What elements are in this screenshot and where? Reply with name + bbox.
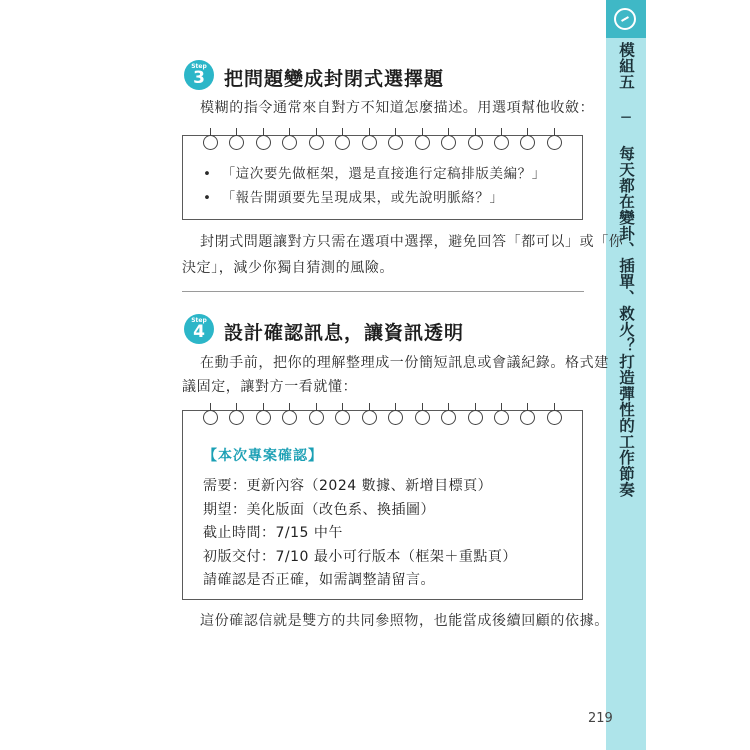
binder-ring (229, 128, 244, 150)
binder-ring (256, 403, 271, 425)
confirmation-line: 請確認是否正確，如需調整請留言。 (203, 572, 435, 588)
step-4-intro-line-2: 議固定，讓對方一看就懂： (182, 379, 358, 395)
step-3-example-box (182, 135, 583, 220)
binder-ring (309, 403, 324, 425)
confirmation-line: 初版交付：7/10 最小可行版本（框架＋重點頁） (203, 548, 517, 565)
binder-ring (282, 128, 297, 150)
binder-ring (388, 128, 403, 150)
step-label: Step (191, 317, 207, 324)
binder-ring (203, 128, 218, 150)
binder-ring (468, 128, 483, 150)
example-question-list (203, 162, 546, 210)
step-3-badge (184, 60, 214, 90)
step-3-title: 把問題變成封閉式選擇題 (224, 68, 445, 90)
project-confirmation-box (182, 410, 583, 600)
binder-ring (335, 128, 350, 150)
binder-ring (415, 128, 430, 150)
binder-ring (256, 128, 271, 150)
binder-ring (388, 403, 403, 425)
step-4-title: 設計確認訊息，讓資訊透明 (224, 322, 465, 344)
binder-ring (282, 403, 297, 425)
step-number: 4 (193, 322, 205, 342)
binder-ring (441, 403, 456, 425)
step-3-intro: 模糊的指令通常來自對方不知道怎麼描述。用選項幫他收斂： (200, 100, 595, 116)
step-label: Step (191, 63, 207, 70)
compass-icon (614, 8, 636, 30)
confirmation-lines (203, 475, 517, 593)
binder-ring (309, 128, 324, 150)
binder-ring (415, 403, 430, 425)
chapter-title-vertical: 模組五 ─ 每天都在變卦、插單、救火？打造彈性的工作節奏 (617, 42, 635, 498)
binder-ring (547, 128, 562, 150)
step-number: 3 (193, 68, 205, 88)
binder-ring (229, 403, 244, 425)
list-item: • 「這次要先做框架，還是直接進行定稿排版美編？」 (203, 162, 546, 186)
step-4-badge (184, 314, 214, 344)
step-4-closing: 這份確認信就是雙方的共同參照物，也能當成後續回顧的依據。 (200, 613, 609, 629)
confirmation-line: 需要：更新內容（2024 數據、新增目標頁） (203, 478, 493, 494)
step-4-intro-line-1: 在動手前，把你的理解整理成一份簡短訊息或會議紀錄。格式建 (200, 355, 609, 371)
binder-ring (203, 403, 218, 425)
step-3-body-line-2: 決定」，減少你獨自猜測的風險。 (182, 260, 394, 276)
binder-ring (494, 403, 509, 425)
binder-ring (468, 403, 483, 425)
binder-ring (520, 403, 535, 425)
binder-ring (520, 128, 535, 150)
binder-rings (203, 128, 562, 150)
step-3-body-line-1: 封閉式問題讓對方只需在選項中選擇，避免回答「都可以」或「你 (200, 234, 624, 250)
binder-rings (203, 403, 562, 425)
section-divider (182, 291, 584, 292)
binder-ring (335, 403, 350, 425)
page-number: 219 (588, 711, 613, 726)
binder-ring (362, 128, 377, 150)
list-item: • 「報告開頭要先呈現成果，或先說明脈絡？」 (203, 186, 546, 210)
confirmation-heading: 【本次專案確認】 (203, 448, 323, 464)
binder-ring (547, 403, 562, 425)
binder-ring (441, 128, 456, 150)
binder-ring (494, 128, 509, 150)
confirmation-line: 期望：美化版面（改色系、換插圖） (203, 501, 435, 518)
confirmation-line: 截止時間：7/15 中午 (203, 525, 343, 541)
binder-ring (362, 403, 377, 425)
